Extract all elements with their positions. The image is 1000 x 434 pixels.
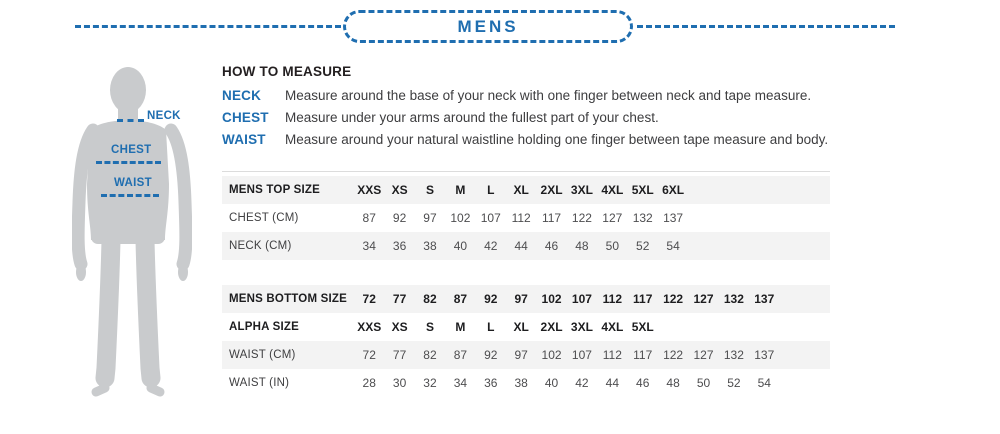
- size-value-cell: 97: [423, 211, 437, 225]
- size-table-row: [222, 369, 830, 397]
- table-top-rule: [222, 171, 830, 172]
- size-value-cell: 122: [663, 348, 684, 362]
- gender-tab-mens[interactable]: [343, 10, 633, 43]
- figure-chest-label: CHEST: [111, 144, 152, 156]
- size-value-cell: XL: [513, 320, 529, 334]
- size-table-row: [222, 341, 830, 369]
- header-dashed-line-right: [637, 25, 895, 28]
- size-value-cell: 36: [484, 376, 498, 390]
- size-value-cell: 2XL: [540, 320, 563, 334]
- size-value-cell: 5XL: [631, 183, 654, 197]
- size-value-cell: 127: [602, 211, 623, 225]
- size-row-label: ALPHA SIZE: [229, 321, 299, 333]
- figure-chest-measure-line: [96, 161, 161, 164]
- mens-bottom-size-table: [222, 285, 830, 397]
- size-value-cell: 77: [392, 348, 407, 362]
- size-row-label: MENS BOTTOM SIZE: [229, 293, 347, 305]
- size-value-cell: 112: [602, 292, 622, 306]
- instruction-label: CHEST: [222, 110, 269, 125]
- figure-waist-measure-line: [101, 194, 159, 197]
- instruction-label: WAIST: [222, 132, 266, 147]
- figure-neck-measure-line: [117, 119, 144, 122]
- size-value-cell: 52: [636, 239, 650, 253]
- size-row-label: WAIST (IN): [229, 377, 290, 389]
- size-value-cell: 132: [632, 211, 653, 225]
- size-value-cell: L: [487, 183, 495, 197]
- measure-instruction-neck: [222, 88, 942, 103]
- size-value-cell: 52: [727, 376, 741, 390]
- size-value-cell: 28: [362, 376, 376, 390]
- size-row-label: NECK (CM): [229, 240, 292, 252]
- size-value-cell: 40: [453, 239, 468, 253]
- size-value-cell: 82: [423, 292, 437, 306]
- size-value-cell: 3XL: [570, 320, 593, 334]
- size-table-row: [222, 232, 830, 260]
- size-value-cell: 77: [392, 292, 407, 306]
- size-value-cell: 4XL: [601, 320, 624, 334]
- size-value-cell: 102: [541, 348, 562, 362]
- size-value-cell: 42: [575, 376, 589, 390]
- size-value-cell: 50: [696, 376, 711, 390]
- size-row-label: WAIST (CM): [229, 349, 296, 361]
- size-value-cell: 127: [693, 292, 714, 306]
- size-value-cell: 34: [362, 239, 376, 253]
- size-value-cell: 50: [605, 239, 619, 253]
- size-value-cell: 122: [663, 292, 684, 306]
- size-value-cell: 42: [484, 239, 498, 253]
- size-value-cell: 4XL: [601, 183, 624, 197]
- size-value-cell: 107: [571, 348, 592, 362]
- size-value-cell: 137: [754, 348, 775, 362]
- table-gap: [222, 260, 830, 285]
- size-value-cell: XXS: [357, 183, 382, 197]
- page-title: MENS: [457, 16, 519, 36]
- size-value-cell: 46: [544, 239, 559, 253]
- figure-waist-label: WAIST: [114, 177, 152, 189]
- size-value-cell: 137: [754, 292, 775, 306]
- size-value-cell: 30: [392, 376, 407, 390]
- size-value-cell: L: [487, 320, 495, 334]
- size-value-cell: 117: [633, 348, 653, 362]
- size-table-row: [222, 313, 830, 341]
- size-value-cell: 38: [423, 239, 437, 253]
- how-to-measure-title: HOW TO MEASURE: [222, 64, 352, 79]
- size-value-cell: 137: [663, 211, 684, 225]
- size-value-cell: 5XL: [631, 320, 654, 334]
- size-value-cell: 36: [392, 239, 407, 253]
- size-value-cell: S: [425, 183, 434, 197]
- size-value-cell: 46: [636, 376, 650, 390]
- size-tables: [222, 176, 830, 397]
- size-value-cell: 38: [514, 376, 528, 390]
- size-table-row: [222, 285, 830, 313]
- size-value-cell: 2XL: [540, 183, 563, 197]
- size-value-cell: 72: [362, 348, 376, 362]
- size-value-cell: 54: [757, 376, 771, 390]
- size-value-cell: 112: [511, 211, 531, 225]
- size-value-cell: 107: [480, 211, 501, 225]
- size-table-row: [222, 176, 830, 204]
- how-to-measure-section: [222, 64, 942, 154]
- size-value-cell: 82: [423, 348, 437, 362]
- header-dashed-line-left: [75, 25, 341, 28]
- size-value-cell: 87: [453, 348, 468, 362]
- size-row-label: CHEST (CM): [229, 212, 299, 224]
- size-value-cell: 102: [450, 211, 471, 225]
- measure-instruction-waist: [222, 132, 942, 147]
- size-value-cell: 48: [666, 376, 680, 390]
- size-row-label: MENS TOP SIZE: [229, 184, 321, 196]
- size-value-cell: S: [425, 320, 434, 334]
- size-value-cell: 102: [541, 292, 562, 306]
- instruction-text: Measure under your arms around the fullest part of your chest.: [285, 110, 659, 125]
- size-value-cell: 6XL: [662, 183, 685, 197]
- size-value-cell: 44: [514, 239, 528, 253]
- size-value-cell: XS: [391, 320, 408, 334]
- size-value-cell: 97: [514, 348, 528, 362]
- size-value-cell: 117: [541, 211, 562, 225]
- measure-instruction-chest: [222, 110, 942, 125]
- instruction-label: NECK: [222, 88, 262, 103]
- size-value-cell: 44: [605, 376, 619, 390]
- size-value-cell: 3XL: [570, 183, 593, 197]
- size-value-cell: M: [455, 183, 466, 197]
- figure-neck-label: NECK: [147, 110, 181, 122]
- size-value-cell: 107: [571, 292, 592, 306]
- mens-top-size-table: [222, 176, 830, 260]
- size-value-cell: XS: [391, 183, 408, 197]
- instruction-text: Measure around your natural waistline holding one finger between tape measure and body.: [285, 132, 829, 147]
- size-value-cell: 48: [575, 239, 589, 253]
- size-value-cell: 34: [453, 376, 468, 390]
- size-value-cell: 92: [392, 211, 407, 225]
- instruction-text: Measure around the base of your neck with one finger between neck and tape measure.: [285, 88, 812, 103]
- size-value-cell: 87: [453, 292, 468, 306]
- size-value-cell: 117: [633, 292, 653, 306]
- size-value-cell: 40: [544, 376, 559, 390]
- size-table-row: [222, 204, 830, 232]
- size-value-cell: 97: [514, 292, 528, 306]
- size-value-cell: 132: [723, 292, 744, 306]
- size-value-cell: 87: [362, 211, 376, 225]
- size-value-cell: 54: [666, 239, 680, 253]
- size-value-cell: 127: [693, 348, 714, 362]
- size-value-cell: 112: [602, 348, 622, 362]
- size-value-cell: XL: [513, 183, 529, 197]
- size-value-cell: 72: [362, 292, 376, 306]
- size-value-cell: 92: [484, 292, 498, 306]
- size-value-cell: 132: [723, 348, 744, 362]
- size-value-cell: 122: [571, 211, 592, 225]
- size-value-cell: 92: [484, 348, 498, 362]
- size-value-cell: XXS: [357, 320, 382, 334]
- size-value-cell: M: [455, 320, 466, 334]
- size-value-cell: 32: [423, 376, 437, 390]
